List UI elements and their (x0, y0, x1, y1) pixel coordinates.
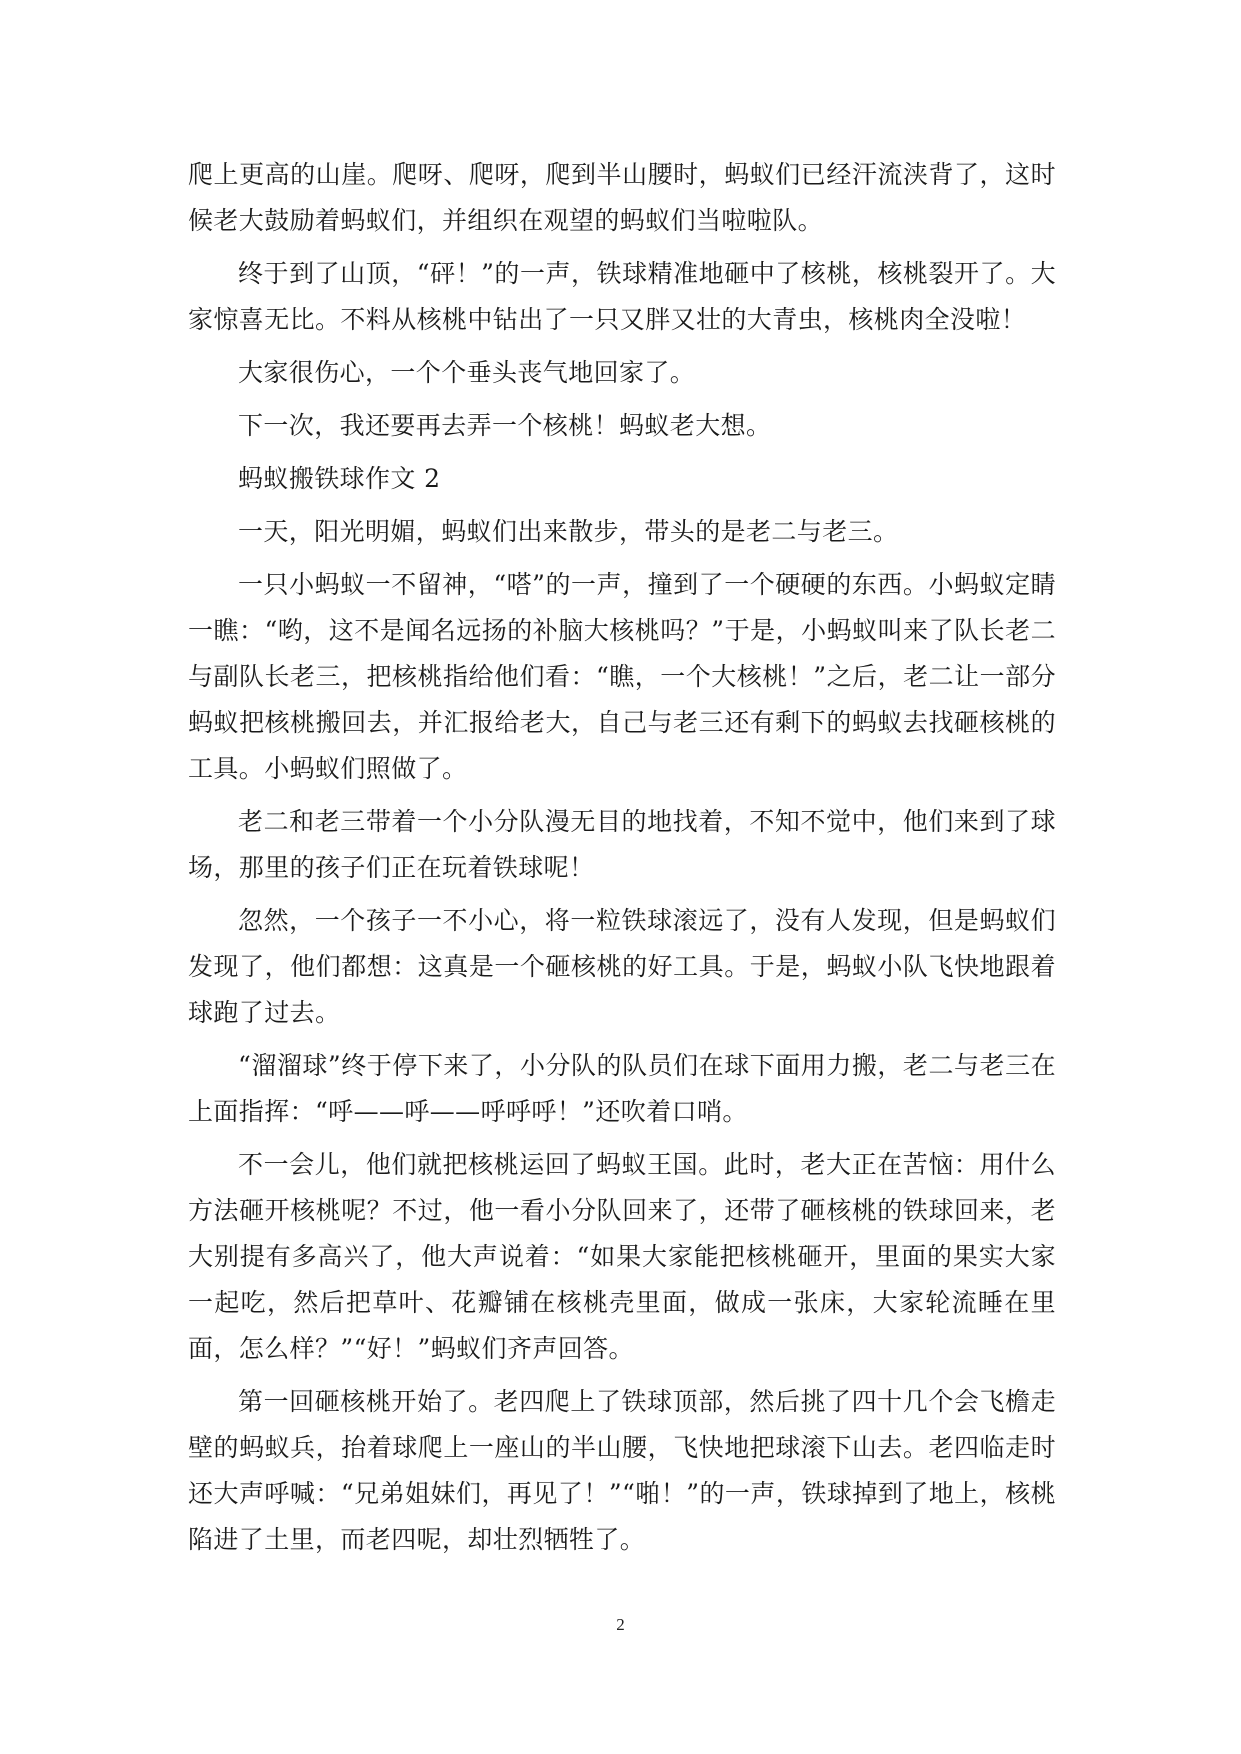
paragraph: 忽然，一个孩子一不小心，将一粒铁球滚远了，没有人发现，但是蚂蚁们发现了，他们都想：这真是一个砸核桃的好工具。于是，蚂蚁小队飞快地跟着球跑了过去。 (188, 906, 1056, 1027)
paragraph: 老二和老三带着一个小分队漫无目的地找着，不知不觉中，他们来到了球场，那里的孩子们正在玩着铁球呢！ (188, 807, 1056, 882)
paragraph: 第一回砸核桃开始了。老四爬上了铁球顶部，然后挑了四十几个会飞檐走壁的蚂蚁兵，抬着球爬上一座山的半山腰，飞快地把球滚下山去。老四临走时还大声呼喊：“兄弟姐妹们，再见了！”“啪！”的一声，铁球掉到了地上，核桃陷进了土里，而老四呢，却壮烈牺牲了。 (188, 1387, 1056, 1554)
page-number: 2 (616, 1615, 625, 1634)
paragraph: “溜溜球”终于停下来了，小分队的队员们在球下面用力搬，老二与老三在上面指挥：“呼——呼——呼呼呼！”还吹着口哨。 (188, 1051, 1056, 1126)
paragraph: 一只小蚂蚁一不留神，“嗒”的一声，撞到了一个硬硬的东西。小蚂蚁定睛一瞧：“哟，这不是闻名远扬的补脑大核桃吗？”于是，小蚂蚁叫来了队长老二与副队长老三，把核桃指给他们看：“瞧，一个大核桃！”之后，老二让一部分蚂蚁把核桃搬回去，并汇报给老大，自己与老三还有剩下的蚂蚁去找砸核桃的工具。小蚂蚁们照做了。 (188, 570, 1056, 783)
document-body (188, 152, 1056, 1570)
paragraph-continued: 爬上更高的山崖。爬呀、爬呀，爬到半山腰时，蚂蚁们已经汗流浃背了，这时候老大鼓励着蚂蚁们，并组织在观望的蚂蚁们当啦啦队。 (188, 160, 1056, 235)
paragraph: 大家很伤心，一个个垂头丧气地回家了。 (238, 358, 696, 387)
paragraph: 不一会儿，他们就把核桃运回了蚂蚁王国。此时，老大正在苦恼：用什么方法砸开核桃呢？不过，他一看小分队回来了，还带了砸核桃的铁球回来，老大别提有多高兴了，他大声说着：“如果大家能把核桃砸开，里面的果实大家一起吃，然后把草叶、花瓣铺在核桃壳里面，做成一张床，大家轮流睡在里面，怎么样？”“好！”蚂蚁们齐声回答。 (188, 1150, 1056, 1363)
paragraph: 一天，阳光明媚，蚂蚁们出来散步，带头的是老二与老三。 (238, 517, 899, 546)
section-heading: 蚂蚁搬铁球作文 2 (238, 464, 441, 493)
paragraph: 终于到了山顶，“砰！”的一声，铁球精准地砸中了核桃，核桃裂开了。大家惊喜无比。不料从核桃中钻出了一只又胖又壮的大青虫，核桃肉全没啦！ (188, 259, 1056, 334)
paragraph: 下一次，我还要再去弄一个核桃！蚂蚁老大想。 (238, 411, 772, 440)
